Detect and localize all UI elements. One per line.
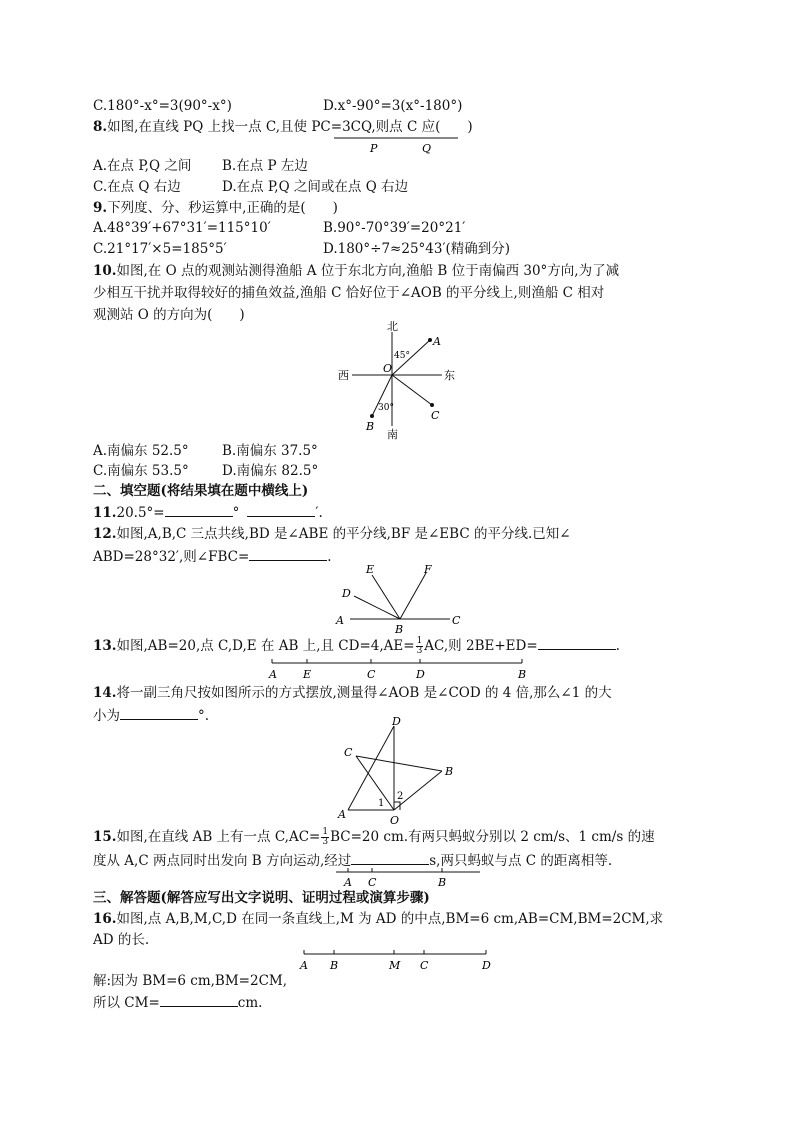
q10-label-a: A bbox=[433, 335, 441, 348]
q10-point-b bbox=[370, 414, 374, 418]
q10-stem-line3: 观测站 O 的方向为( ) bbox=[93, 307, 245, 323]
q8-option-c: C.在点 Q 右边 bbox=[93, 179, 181, 195]
section-fill-in-heading: 二、填空题(将结果填在题中横线上) bbox=[93, 483, 309, 499]
q12-number: 12. bbox=[93, 526, 117, 542]
q13-number: 13. bbox=[93, 638, 117, 654]
q8-number: 8. bbox=[93, 119, 108, 135]
q14-figure bbox=[336, 716, 466, 826]
q9-number: 9. bbox=[93, 200, 108, 216]
q13-label-a: A bbox=[269, 668, 277, 681]
q13-stem bbox=[93, 636, 620, 656]
q8-label-p: P bbox=[370, 142, 378, 155]
q13-label-e: E bbox=[303, 668, 312, 681]
q14-label-a: A bbox=[338, 808, 346, 821]
q15-answer-blank[interactable] bbox=[351, 851, 429, 865]
q10-ray-c bbox=[392, 375, 432, 405]
q9-stem bbox=[93, 199, 338, 217]
q15-fraction-numerator: 1 bbox=[322, 827, 329, 837]
q13-label-c: C bbox=[367, 668, 376, 681]
q15-label-b: B bbox=[438, 876, 447, 889]
q15-text-pre: 如图,在直线 AB 上有一点 C,AC= bbox=[116, 829, 321, 845]
q9-option-d: D.180°÷7≈25°43′(精确到分) bbox=[323, 241, 511, 257]
q11-number: 11. bbox=[93, 505, 117, 521]
q10-point-c bbox=[430, 403, 434, 407]
q14-stem-line2 bbox=[93, 706, 209, 725]
q16-label-c: C bbox=[420, 959, 429, 972]
q10-option-a: A.南偏东 52.5° bbox=[93, 443, 189, 459]
q16-figure bbox=[296, 948, 496, 972]
q10-text-line1: 如图,在 O 点的观测站测得渔船 A 位于东北方向,渔船 B 位于南偏西 30°方向,为了减 bbox=[116, 263, 620, 279]
q10-label-angle45: 45° bbox=[394, 351, 410, 361]
q10-label-angle30: 30° bbox=[378, 403, 394, 413]
q12-stem-line1 bbox=[93, 525, 571, 543]
q10-compass-figure bbox=[330, 318, 470, 440]
q7-option-d: D.x°-90°=3(x°-180°) bbox=[323, 98, 463, 114]
q15-stem-line1 bbox=[93, 828, 655, 847]
q13-answer-blank[interactable] bbox=[538, 636, 616, 650]
q12-text-end: . bbox=[327, 549, 332, 565]
q13-figure bbox=[264, 656, 532, 682]
q14-text-line2: 小为 bbox=[93, 708, 120, 724]
q8-option-a: A.在点 P,Q 之间 bbox=[93, 158, 192, 174]
q14-text-line1: 将一副三角尺按如图所示的方式摆放,测量得∠AOB 是∠COD 的 4 倍,那么∠1 的大 bbox=[116, 685, 612, 701]
q14-stem-line1 bbox=[93, 684, 612, 702]
q13-text-post: AC,则 2BE+ED= bbox=[424, 638, 538, 654]
q8-option-d: D.在点 P,Q 之间或在点 Q 右边 bbox=[222, 179, 409, 195]
q13-fraction bbox=[416, 637, 424, 656]
q14-label-d: D bbox=[392, 716, 401, 728]
q9-option-a: A.48°39′+67°31′=115°10′ bbox=[93, 220, 271, 236]
q12-label-b: B bbox=[395, 623, 404, 635]
q13-label-d: D bbox=[416, 668, 425, 681]
section-solutions-heading: 三、解答题(解答应写出文字说明、证明过程或演算步骤) bbox=[93, 890, 430, 906]
q16-answer-blank[interactable] bbox=[160, 993, 238, 1007]
q10-label-east: 东 bbox=[444, 369, 455, 382]
q14-label-angle1: 1 bbox=[378, 798, 385, 809]
q10-number: 10. bbox=[93, 263, 117, 279]
q10-label-north: 北 bbox=[387, 320, 398, 333]
q13-fraction-denominator: 3 bbox=[416, 646, 423, 656]
q15-fraction bbox=[321, 828, 329, 847]
q11-blank-degrees[interactable] bbox=[165, 503, 233, 517]
q16-label-d: D bbox=[482, 959, 491, 972]
q16-label-b: B bbox=[330, 959, 339, 972]
q15-text-post: BC=20 cm.有两只蚂蚁分别以 2 cm/s、1 cm/s 的速 bbox=[330, 829, 655, 845]
q15-label-c: C bbox=[368, 876, 377, 889]
q10-stem-line1 bbox=[93, 262, 619, 280]
q9-option-c: C.21°17′×5=185°5′ bbox=[93, 241, 227, 257]
q10-label-south: 南 bbox=[387, 428, 398, 440]
q12-text-line1: 如图,A,B,C 三点共线,BD 是∠ABE 的平分线,BF 是∠EBC 的平分线.已知∠ bbox=[116, 526, 571, 542]
q11-degree-sign: ° bbox=[232, 505, 240, 521]
q15-text-line2: 度从 A,C 两点同时出发向 B 方向运动,经过 bbox=[93, 853, 352, 869]
q15-number: 15. bbox=[93, 829, 117, 845]
q12-label-e: E bbox=[366, 563, 375, 576]
q10-option-d: D.南偏东 82.5° bbox=[222, 463, 319, 479]
q14-side-co bbox=[356, 756, 394, 810]
q14-text-end: °. bbox=[198, 708, 210, 724]
q11-text-pre: 20.5°= bbox=[116, 505, 165, 521]
q10-label-west: 西 bbox=[338, 369, 349, 382]
q11-blank-minutes[interactable] bbox=[247, 503, 315, 517]
q13-fraction-numerator: 1 bbox=[416, 636, 423, 646]
q14-side-ad bbox=[348, 726, 394, 810]
q12-label-a: A bbox=[336, 614, 344, 627]
q13-text-end: . bbox=[615, 638, 620, 654]
q8-option-b: B.在点 P 左边 bbox=[222, 158, 308, 174]
q12-answer-blank[interactable] bbox=[249, 547, 327, 561]
q15-figure bbox=[330, 866, 490, 890]
q15-label-a: A bbox=[344, 876, 352, 889]
q9-text: 下列度、分、秒运算中,正确的是( ) bbox=[107, 200, 338, 216]
q10-stem-line2: 少相互干扰并取得较好的捕鱼效益,渔船 C 恰好位于∠AOB 的平分线上,则渔船 C 相对 bbox=[93, 285, 605, 301]
q16-stem-line2: AD 的长. bbox=[93, 932, 150, 948]
q14-answer-blank[interactable] bbox=[120, 706, 198, 720]
q14-label-b: B bbox=[445, 765, 454, 778]
q12-label-d: D bbox=[342, 587, 351, 600]
q10-option-c: C.南偏东 53.5° bbox=[93, 463, 189, 479]
q14-label-angle2: 2 bbox=[397, 791, 404, 802]
q16-text-line1: 如图,点 A,B,M,C,D 在同一条直线上,M 为 AD 的中点,BM=6 cm,AB=CM,BM=2CM,求 bbox=[116, 911, 664, 927]
q14-label-c: C bbox=[344, 746, 353, 759]
q12-stem-line2 bbox=[93, 547, 332, 566]
q10-label-b: B bbox=[366, 420, 375, 433]
q16-label-m: M bbox=[389, 959, 401, 972]
q16-number: 16. bbox=[93, 911, 117, 927]
q16-solution-line2 bbox=[93, 993, 262, 1012]
q16-solution-unit: cm. bbox=[237, 995, 263, 1011]
q12-label-c: C bbox=[452, 614, 461, 627]
q12-label-f: F bbox=[424, 563, 432, 576]
q14-number: 14. bbox=[93, 685, 117, 701]
q8-text: 如图,在直线 PQ 上找一点 C,且使 PC=3CQ,则点 C 应( ) bbox=[107, 119, 473, 135]
q10-label-o: O bbox=[383, 362, 393, 375]
q15-fraction-denominator: 3 bbox=[322, 837, 329, 847]
q9-option-b: B.90°-70°39′=20°21′ bbox=[323, 220, 466, 236]
q11-stem bbox=[93, 503, 323, 522]
q16-solution-text: 所以 CM= bbox=[93, 995, 160, 1011]
q12-text-line2: ABD=28°32′,则∠FBC= bbox=[93, 549, 250, 565]
q10-label-c: C bbox=[431, 409, 440, 422]
q14-side-cb bbox=[356, 756, 442, 771]
q16-stem-line1 bbox=[93, 910, 663, 928]
q12-figure bbox=[334, 563, 474, 635]
q16-solution-line1: 解:因为 BM=6 cm,BM=2CM, bbox=[93, 973, 288, 989]
q10-option-b: B.南偏东 37.5° bbox=[222, 443, 318, 459]
q10-point-a bbox=[428, 338, 432, 342]
q12-ray-bf bbox=[400, 573, 426, 619]
q15-text-end: s,两只蚂蚁与点 C 的距离相等. bbox=[429, 853, 613, 869]
q13-text-pre: 如图,AB=20,点 C,D,E 在 AB 上,且 CD=4,AE= bbox=[116, 638, 415, 654]
q13-label-b: B bbox=[518, 668, 527, 681]
q8-label-q: Q bbox=[422, 142, 432, 155]
q16-label-a: A bbox=[300, 959, 308, 972]
q14-label-o: O bbox=[390, 814, 400, 826]
q11-text-end: ′. bbox=[315, 505, 323, 521]
q7-option-c: C.180°-x°=3(90°-x°) bbox=[93, 98, 232, 114]
q8-figure bbox=[330, 134, 470, 156]
